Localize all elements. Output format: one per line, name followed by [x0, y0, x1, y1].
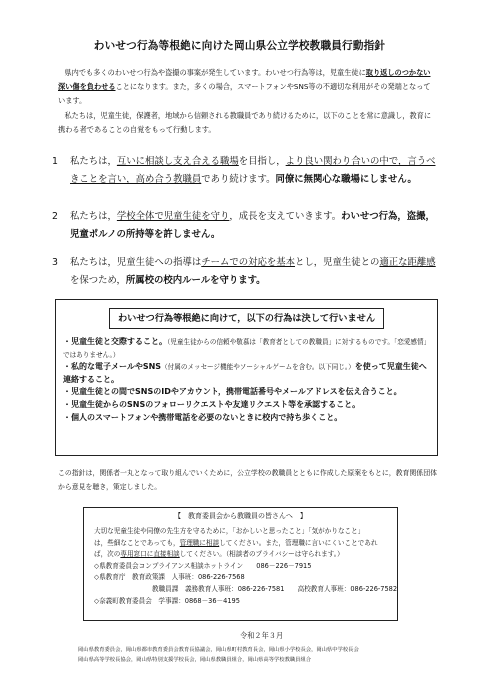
town-board-row: ◇奈義町教育委員会 学事課：0868－36－4195: [94, 596, 240, 605]
list-item-note: （児童生徒からの信頼や敬慕は「教育者としての教職員」に対するものです。「恋愛感情」ではありません。）: [63, 338, 431, 359]
prohibited-acts-box: [55, 299, 438, 456]
contact-body: [94, 526, 398, 607]
principle-text: 私たちは，: [70, 211, 117, 222]
intro-section: [58, 66, 436, 137]
list-item: [63, 336, 431, 361]
list-item-bold: ・私的な電子メールやSNS: [63, 362, 162, 372]
contact-heading: 【 教育委員会から教職員の皆さんへ 】: [174, 512, 307, 520]
contact-underline: 専用窓口に直接相談: [120, 550, 180, 559]
principle-underline: より良い関わり合いの中で，言うべきことを言い，高め合う教職員: [70, 156, 436, 185]
principle-text: 私たちは，: [70, 156, 117, 167]
principle-text: とし，児童生徒との: [295, 257, 380, 268]
principle-3: [52, 254, 438, 290]
hotline-row: ◇県教育委員会コンプライアンス相談ホットライン 086－226－7915: [94, 561, 312, 570]
principle-number: 1: [52, 156, 58, 167]
principle-text: であり続けます。: [201, 174, 276, 185]
principle-text: ，成長を支えていきます。: [229, 211, 342, 222]
principle-bold: 同僚に無関心な職場にしません。: [275, 174, 417, 185]
principle-text: を保つため，: [70, 275, 126, 286]
contact-box: [83, 507, 398, 621]
organizations-line: 岡山県高等学校長協会，岡山県特別支援学校長会，岡山県教職員組合，岡山県高等学校教職員組合: [78, 656, 312, 663]
prohibited-acts-list: [63, 336, 431, 424]
list-item: [63, 412, 431, 425]
contact-line: [94, 538, 392, 550]
staff-division-row: 教職員課 義務教育人事班：086-226-7581 高校教育人事班：086-226-7582: [152, 584, 398, 593]
contact-line: [94, 549, 392, 561]
principle-underline: 互いに相談し支え合える職場: [116, 156, 239, 167]
principle-bold: 所属校の校内ルールを守ります。: [125, 275, 266, 286]
principle-bold: わいせつ行為，盗撮，児童ポルノの所持等を許しません。: [70, 211, 435, 240]
list-item-bold: ・個人のスマートフォンや携帯電話を必要のないときに校内で持ち歩くこと。: [63, 412, 343, 422]
list-item-bold: を使って児童生徒へ連絡すること。: [63, 362, 427, 384]
contact-text: ば，次の: [94, 550, 121, 559]
intro-paragraph-2: 私たちは，児童生徒，保護者，地域から信頼される教職員であり続けるために，以下のことを常に意識し，教育に携わる者であることの自覚をもって行動します。: [58, 110, 432, 134]
principle-underline: 適正な距離感: [379, 257, 436, 268]
issue-date: 令和２年３月: [240, 631, 284, 640]
contact-text: してください。また，管理職に言いにくいことであれ: [219, 538, 378, 547]
list-item-bold: ・児童生徒との間でSNSのIDやアカウント，携帯電話番号やメールアドレスを伝え合うこと。: [63, 387, 402, 397]
personnel-row: ◇県教育庁 教育政策課 人事班：086-226-7568: [94, 573, 245, 582]
contact-underline: 管理職に相談: [179, 538, 220, 547]
principle-text: 私たちは，児童生徒への指導は: [70, 257, 202, 268]
list-item-bold: ・児童生徒からのSNSのフォローリクエストや友達リクエスト等を承認すること。: [63, 399, 361, 409]
intro-paragraph-1: [58, 66, 436, 109]
list-item: [63, 386, 431, 399]
principle-text: を目指し，: [238, 156, 286, 167]
principle-underline: チームでの対応を基本: [201, 257, 296, 268]
contact-line: 大切な児童生徒や同僚の先生方を守るために，「おかしいと思ったこと」「気がかりなこと」: [94, 527, 365, 535]
page-title: わいせつ行為等根絶に向けた岡山県公立学校教職員行動指針: [93, 40, 386, 52]
intro-text: 県内でも多くのわいせつ行為や盗撮の事案が発生しています。わいせつ行為等は，児童生徒に: [64, 68, 366, 77]
intro-text: ことになります。また，多くの場合，スマートフォンやSNS等の不適切な利用がその発端となっています。: [58, 82, 431, 106]
organizations-line: 岡山県教育委員会，岡山県都市教育委員会教育長協議会，岡山県町村教育長会，岡山県小学校長会，岡山県中学校長会: [78, 647, 359, 653]
policy-note: この指針は，関係者一丸となって取り組んでいくために，公立学校の教職員とともに作成した原案をもとに，教育関係団体から意見を聴き，策定しました。: [58, 469, 437, 491]
list-item-note: （付属のメッセージ機能やソーシャルゲームを含む。以下同じ。）: [161, 363, 355, 372]
principle-underline: 学校全体で児童生徒を守り: [116, 211, 230, 222]
principle-2: [52, 208, 438, 244]
contact-text: は，些細なことであっても，: [94, 538, 180, 547]
list-item: [63, 361, 431, 386]
principle-number: 2: [52, 211, 58, 222]
prohibited-acts-heading: わいせつ行為等根絶に向けて，以下の行為は決して行いません: [109, 308, 384, 329]
contact-text: してください。（相談者のプライバシーは守られます。）: [179, 550, 344, 559]
organizations-list: [78, 646, 458, 665]
list-item-bold: ・児童生徒と交際すること。: [63, 337, 167, 346]
intro-emphasis: 取り返しのつかない深い傷を負わせる: [58, 68, 431, 92]
principle-number: 3: [52, 257, 58, 268]
principle-1: [52, 153, 438, 189]
list-item: [63, 399, 431, 412]
